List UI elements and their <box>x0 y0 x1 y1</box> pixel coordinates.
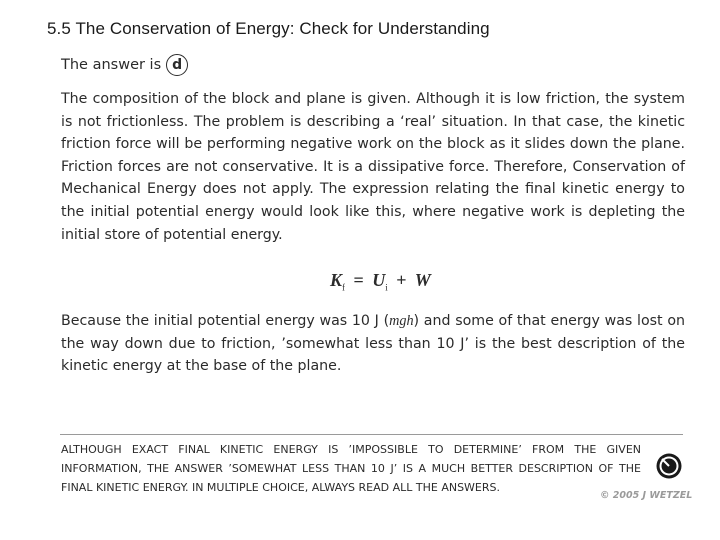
conclusion-before: Because the initial potential energy was 10 J ( <box>61 313 390 329</box>
note-text: ALTHOUGH EXACT FINAL KINETIC ENERGY IS ’IMPOSSIBLE TO DETERMINE’ FROM THE GIVEN INFORMATION, THE ANSWER ’SOMEWHAT LESS THAN 10 J’ IS A MUCH BETTER DESCRIPTION OF THE FINAL KINETIC ENERGY. IN MULTIPLE CHOICE, ALWAYS READ ALL THE ANSWERS. <box>61 443 641 494</box>
eq-plus: + <box>396 270 407 290</box>
eq-term1-sub: i <box>385 282 388 293</box>
eq-lhs: K <box>330 270 343 290</box>
answer-line <box>61 54 188 76</box>
conclusion-paragraph <box>61 310 685 378</box>
energy-equation <box>330 270 431 293</box>
conclusion-after: ) and some of that energy was lost on the way down due to friction, ’somewhat less than 10 J’ is the best description of the kinetic energy at the base of the plane. <box>61 313 685 375</box>
copyright: © 2005 J WETZEL <box>600 490 693 501</box>
eq-equals: = <box>353 270 364 290</box>
eq-term2: W <box>414 270 431 290</box>
divider <box>60 434 683 435</box>
eq-term1: U <box>372 270 386 290</box>
answer-prefix: The answer is <box>61 57 162 73</box>
target-bullseye-icon <box>655 452 683 480</box>
eq-lhs-sub: f <box>342 282 346 293</box>
answer-letter: d <box>166 54 188 76</box>
conclusion-mgh: mgh <box>389 313 414 329</box>
explanation-paragraph: The composition of the block and plane is given. Although it is low friction, the system is not frictionless. The problem is describing a ‘real’ situation. In that case, the kinetic friction force will be performing negative work on the block as it slides down the plane. Friction forces are not conservative. It is a dissipative force. Therefore, Conservation of Mechanical Energy does not apply. The expression relating the final kinetic energy to the initial potential energy would look like this, where negative work is depleting the initial store of potential energy. <box>61 91 685 243</box>
page-title: 5.5 The Conservation of Energy: Check for Understanding <box>47 19 490 38</box>
